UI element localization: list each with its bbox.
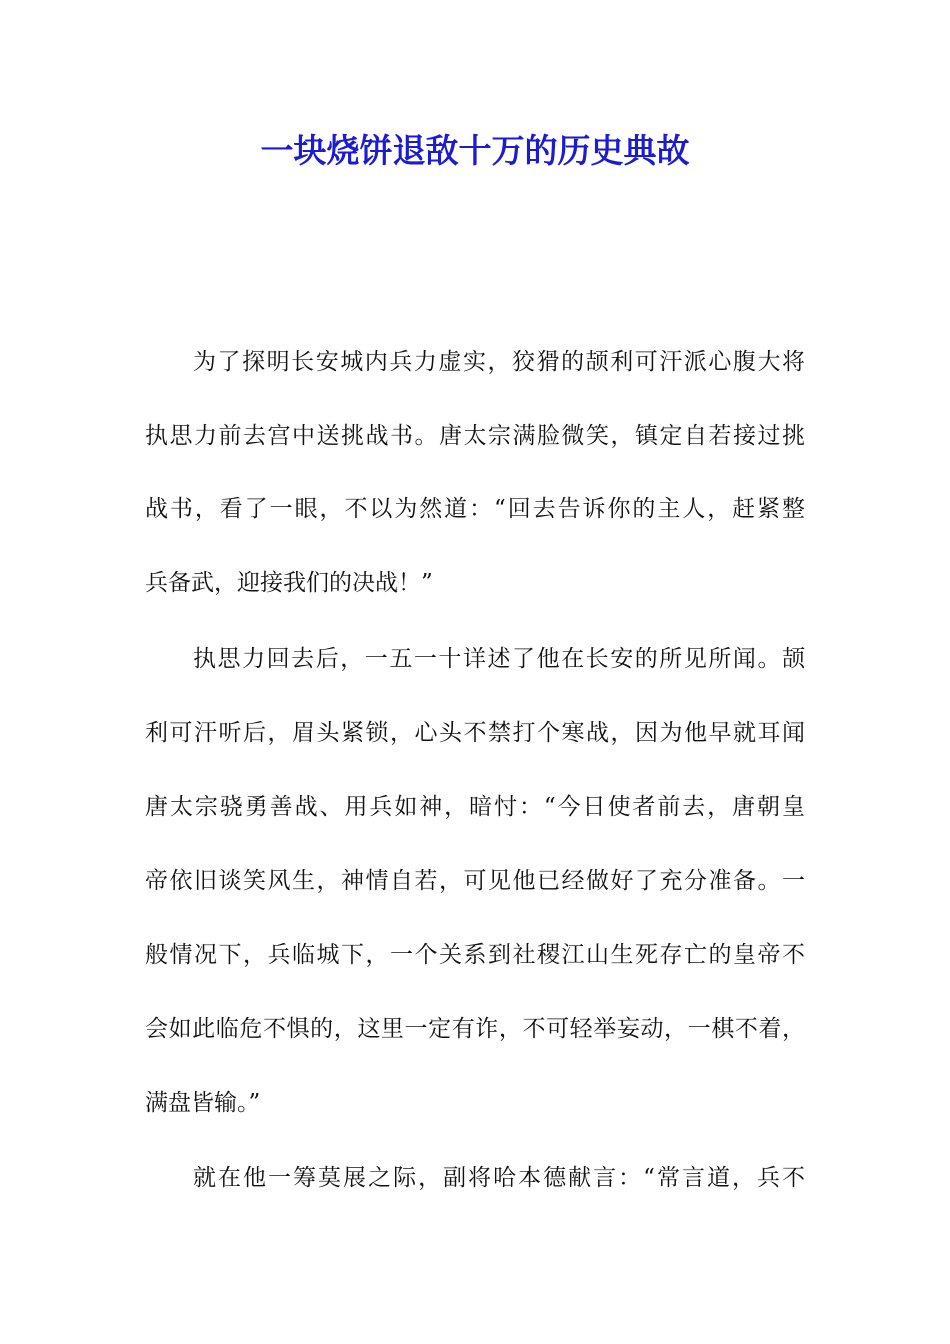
paragraph-2-line-6: 会如此临危不惧的，这里一定有诈，不可轻举妄动，一棋不着， xyxy=(145,1016,805,1042)
paragraph-3-line-1: 就在他一筹莫展之际，副将哈本德献言：“常言道，兵不 xyxy=(193,1165,805,1191)
paragraph-1-line-3: 战书，看了一眼，不以为然道：“回去告诉你的主人，赶紧整 xyxy=(145,496,805,522)
paragraph-2-line-4: 帝依旧谈笑风生，神情自若，可见他已经做好了充分准备。一 xyxy=(145,868,805,894)
paragraph-2-line-5: 般情况下，兵临城下，一个关系到社稷江山生死存亡的皇帝不 xyxy=(145,942,805,968)
paragraph-2-line-7: 满盘皆输。” xyxy=(145,1090,261,1116)
paragraph-1-line-4: 兵备武，迎接我们的决战！” xyxy=(145,570,433,596)
paragraph-1-line-2: 执思力前去宫中送挑战书。唐太宗满脸微笑，镇定自若接过挑 xyxy=(145,423,805,449)
paragraph-1-line-1: 为了探明长安城内兵力虚实，狡猾的颉利可汗派心腹大将 xyxy=(193,349,805,375)
paragraph-2-line-3: 唐太宗骁勇善战、用兵如神，暗忖：“今日使者前去，唐朝皇 xyxy=(145,794,805,820)
document-title: 一块烧饼退敌十万的历史典故 xyxy=(260,131,690,170)
paragraph-2-line-2: 利可汗听后，眉头紧锁，心头不禁打个寒战，因为他早就耳闻 xyxy=(145,720,805,746)
paragraph-2-line-1: 执思力回去后，一五一十详述了他在长安的所见所闻。颉 xyxy=(193,646,805,672)
